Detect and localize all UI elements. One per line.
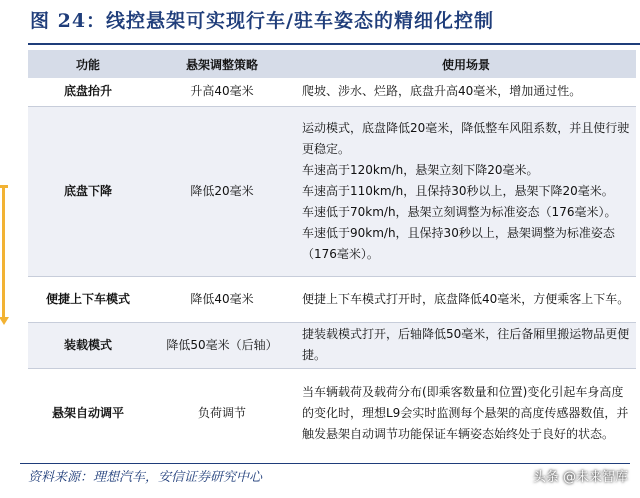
row-scene: 车速低于70km/h，悬架立刻调整为标准姿态（176毫米）。 bbox=[302, 204, 617, 219]
down-arrow-icon bbox=[0, 317, 9, 325]
table-row bbox=[28, 368, 636, 458]
table-header-row bbox=[28, 50, 636, 78]
source-divider bbox=[20, 463, 630, 464]
row-function: 底盘下降 bbox=[28, 106, 148, 276]
row-function: 便捷上下车模式 bbox=[28, 276, 148, 322]
header-scenes: 使用场景 bbox=[296, 50, 636, 78]
row-function: 悬架自动调平 bbox=[51, 405, 124, 420]
title-divider bbox=[28, 43, 640, 45]
row-strategy: 降低20毫米 bbox=[148, 106, 296, 276]
row-function: 底盘抬升 bbox=[28, 78, 148, 106]
row-scene: 当车辆载荷及载荷分布(即乘客数量和位置)变化引起车身高度的变化时，理想L9会实时监测每个悬架的高度传感器数值，并触发悬架自动调节功能保证车辆姿态始终处于良好的状态。 bbox=[302, 384, 629, 441]
watermark: 头条 @未来智库 bbox=[532, 470, 628, 485]
row-strategy: 负荷调节 bbox=[197, 405, 246, 420]
table-row bbox=[28, 276, 636, 322]
table-row bbox=[28, 106, 636, 276]
row-scene: 便捷上下车模式打开时，底盘降低40毫米，方便乘客上下车。 bbox=[302, 291, 630, 306]
table-row bbox=[28, 322, 636, 368]
row-scene: 车速高于120km/h，悬架立刻下降20毫米。 bbox=[302, 162, 539, 177]
row-function: 装载模式 bbox=[28, 322, 148, 368]
source-note: 资料来源：理想汽车，安信证券研究中心 bbox=[28, 470, 263, 485]
row-strategy: 降低40毫米 bbox=[148, 276, 296, 322]
table-row bbox=[28, 78, 636, 106]
row-scene: 捷装载模式打开，后轴降低50毫米，往后备厢里搬运物品更便捷。 bbox=[302, 327, 630, 362]
header-strategy: 悬架调整策略 bbox=[148, 50, 296, 78]
row-scene: 运动模式，底盘降低20毫米，降低整车风阻系数，并且使行驶更稳定。 bbox=[302, 120, 630, 156]
side-marker bbox=[0, 185, 8, 325]
row-strategy: 升高40毫米 bbox=[148, 78, 296, 106]
suspension-control-table bbox=[28, 50, 636, 458]
row-scene: 车速低于90km/h，且保持30秒以上，悬架调整为标准姿态（176毫米）。 bbox=[302, 225, 615, 261]
row-scene: 车速高于110km/h，且保持30秒以上，悬架下降20毫米。 bbox=[302, 183, 614, 198]
row-scene: 爬坡、涉水、烂路，底盘升高40毫米，增加通过性。 bbox=[302, 84, 582, 99]
figure-title: 图 24：线控悬架可实现行车/驻车姿态的精细化控制 bbox=[30, 10, 494, 32]
row-strategy: 降低50毫米（后轴） bbox=[148, 322, 296, 368]
header-function: 功能 bbox=[28, 50, 148, 78]
